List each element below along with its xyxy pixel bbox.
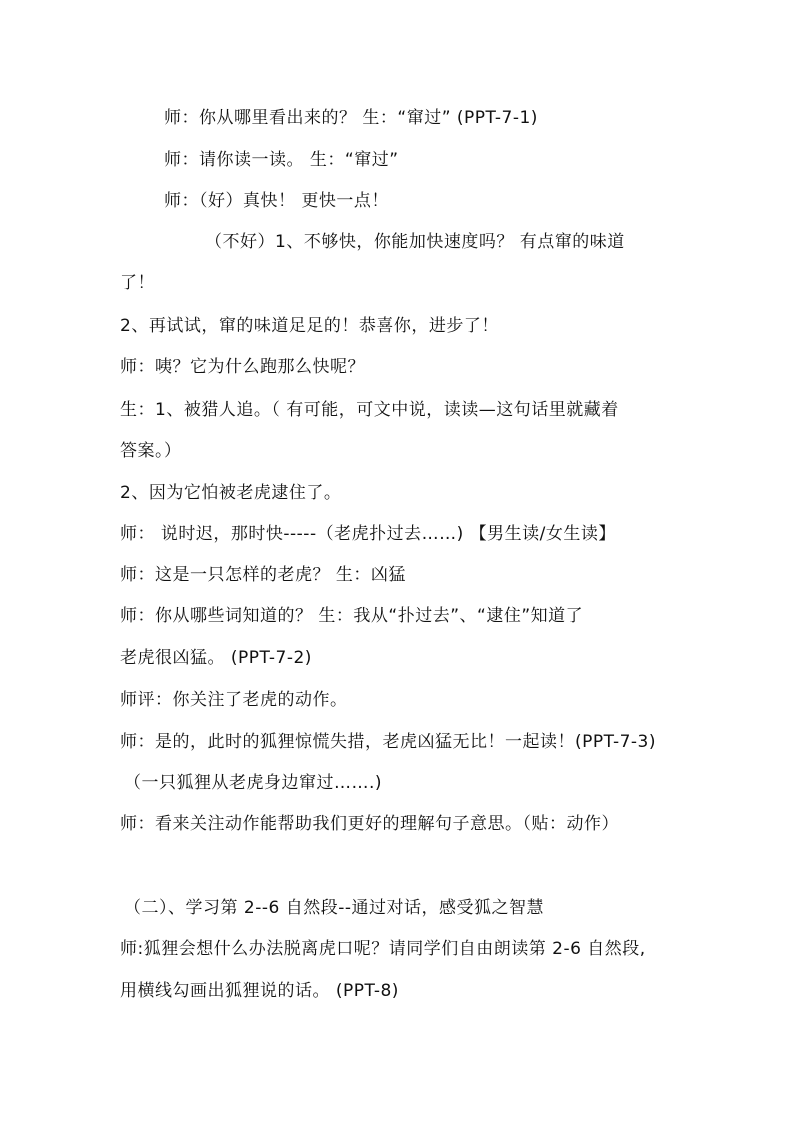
text-line: （不好）1、不够快，你能加快速度吗？ 有点窜的味道 xyxy=(205,232,625,252)
text-line: 师：（好）真快！ 更快一点！ xyxy=(164,191,389,211)
text-line: 师评：你关注了老虎的动作。 xyxy=(120,690,348,710)
text-line: 了！ xyxy=(120,273,155,293)
text-line: 师：咦？它为什么跑那么快呢？ xyxy=(120,357,365,377)
text-line: 用横线勾画出狐狸说的话。 (PPT-8) xyxy=(120,981,399,1001)
text-line: 2、再试试，窜的味道足足的！恭喜你，进步了！ xyxy=(120,316,499,336)
text-line: 2、因为它怕被老虎逮住了。 xyxy=(120,483,342,503)
text-line: 答案。） xyxy=(120,441,182,461)
text-line: 师：你从哪里看出来的？ 生：“窜过” (PPT-7-1) xyxy=(164,108,538,128)
text-line: 师：看来关注动作能帮助我们更好的理解句子意思。（贴：动作） xyxy=(120,814,619,834)
text-line: 师：是的，此时的狐狸惊慌失措，老虎凶猛无比！一起读！(PPT-7-3) xyxy=(120,732,656,752)
text-line: 生：1、被猎人追。（ 有可能，可文中说，读读—这句话里就藏着 xyxy=(120,400,619,420)
text-line: 师：这是一只怎样的老虎？ 生：凶猛 xyxy=(120,565,406,585)
text-line: 师：请你读一读。 生：“窜过” xyxy=(164,150,399,170)
text-line: 师:狐狸会想什么办法脱离虎口呢？请同学们自由朗读第 2-6 自然段, xyxy=(120,939,646,959)
text-line: 师： 说时迟，那时快-----（老虎扑过去……) 【男生读/女生读】 xyxy=(120,524,616,544)
text-line: 师：你从哪些词知道的？ 生：我从“扑过去”、“逮住”知道了 xyxy=(120,606,584,626)
text-line: 老虎很凶猛。 (PPT-7-2) xyxy=(120,648,312,668)
section-heading: （二）、学习第 2--6 自然段--通过对话，感受狐之智慧 xyxy=(124,898,544,918)
text-line: （一只狐狸从老虎身边窜过…….) xyxy=(124,773,383,793)
